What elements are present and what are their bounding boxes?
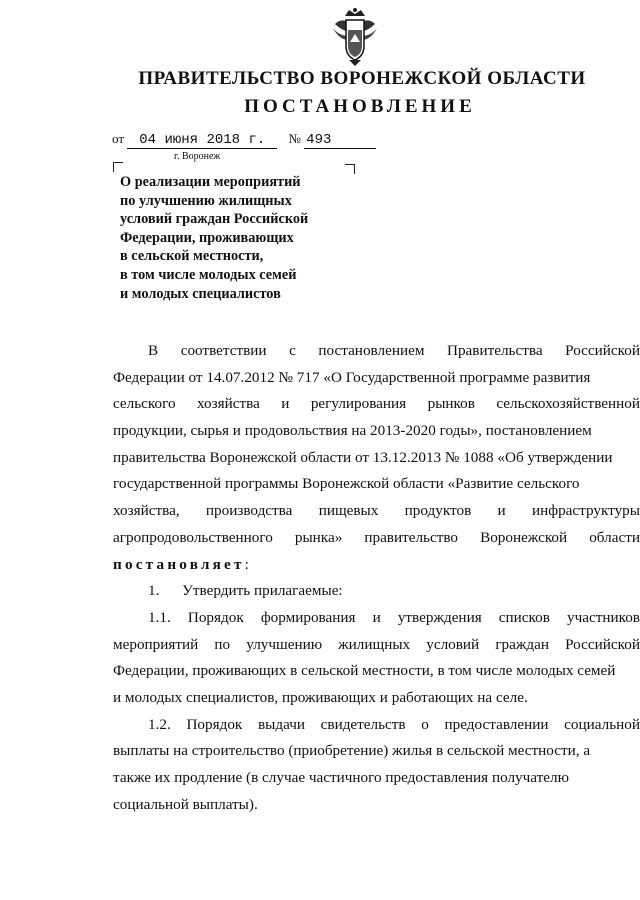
paragraph-line: правительства Воронежской области от 13.12.2013 № 1088 «Об утверждении bbox=[113, 448, 613, 466]
date-prefix: от bbox=[112, 131, 125, 146]
preamble-paragraph bbox=[113, 338, 640, 552]
resolves-line bbox=[113, 552, 640, 579]
word: рынка» bbox=[294, 528, 343, 546]
word: 1.2. bbox=[148, 715, 171, 733]
document-number: 493 bbox=[304, 132, 376, 149]
subject-line: в сельской местности, bbox=[120, 248, 264, 265]
subject-corner-right bbox=[345, 164, 355, 174]
word: социальной bbox=[564, 715, 640, 733]
subject-line: в том числе молодых семей bbox=[120, 266, 297, 283]
word: производства bbox=[205, 502, 293, 520]
word: инфраструктуры bbox=[531, 502, 640, 520]
word: Российской bbox=[565, 342, 640, 359]
subject-line: Федерации, проживающих bbox=[120, 229, 294, 246]
resolves-colon: : bbox=[244, 555, 249, 573]
word: пищевых bbox=[318, 502, 379, 520]
word: утверждения bbox=[397, 608, 482, 626]
word: по bbox=[214, 635, 231, 653]
word: Российской bbox=[565, 635, 640, 653]
word: соответствии bbox=[180, 342, 267, 359]
paragraph-line bbox=[113, 605, 640, 632]
word: свидетельств bbox=[320, 715, 406, 733]
document-body bbox=[113, 338, 640, 818]
paragraph-line bbox=[113, 498, 640, 525]
city-label: г. Воронеж bbox=[174, 151, 221, 162]
word: и bbox=[281, 395, 290, 413]
word: правительство bbox=[364, 528, 459, 546]
document-subject bbox=[120, 173, 308, 303]
organization-title: ПРАВИТЕЛЬСТВО ВОРОНЕЖСКОЙ ОБЛАСТИ bbox=[138, 68, 586, 89]
word: хозяйства bbox=[197, 395, 260, 413]
word: регулирования bbox=[310, 395, 407, 413]
document-date: 04 июня 2018 г. bbox=[127, 132, 277, 149]
word: области bbox=[589, 528, 640, 546]
paragraph-line bbox=[113, 632, 640, 659]
paragraph-line: Федерации от 14.07.2012 № 717 «О Государственной программе развития bbox=[113, 368, 591, 386]
date-number-line bbox=[112, 131, 376, 149]
word: агропродовольственного bbox=[113, 528, 273, 546]
item-1-2-paragraph bbox=[113, 712, 640, 819]
subject-corner-left bbox=[113, 162, 123, 172]
word: В bbox=[148, 342, 159, 359]
word: граждан bbox=[495, 635, 549, 653]
subject-line: условий граждан Российской bbox=[120, 211, 309, 228]
word: условий bbox=[426, 635, 480, 653]
item-1: 1. Утвердить прилагаемые: bbox=[148, 582, 343, 600]
paragraph-line: также их продление (в случае частичного предоставления получателю bbox=[113, 769, 569, 786]
paragraph-line: государственной программы Воронежской области «Развитие сельского bbox=[113, 475, 580, 493]
word: Правительства bbox=[447, 342, 543, 359]
paragraph-line: выплаты на строительство (приобретение) жилья в сельской местности, а bbox=[113, 742, 591, 760]
word: Порядок bbox=[187, 608, 244, 626]
paragraph-line bbox=[113, 391, 640, 418]
paragraph-line bbox=[113, 525, 640, 552]
paragraph-line: социальной выплаты). bbox=[113, 795, 258, 813]
word: жилищных bbox=[338, 635, 411, 653]
word: списков bbox=[498, 608, 550, 626]
document-type-title: ПОСТАНОВЛЕНИЕ bbox=[244, 96, 476, 117]
word: Воронежской bbox=[480, 528, 568, 546]
word: улучшению bbox=[246, 635, 323, 653]
word: с bbox=[289, 342, 296, 359]
word: мероприятий bbox=[113, 635, 199, 653]
word: участников bbox=[566, 608, 640, 626]
resolves-word: постановляет bbox=[113, 555, 245, 573]
word: 1.1. bbox=[148, 608, 171, 626]
item-1-1-paragraph bbox=[113, 605, 640, 712]
word: предоставлении bbox=[444, 715, 549, 733]
word: Порядок bbox=[186, 715, 243, 733]
word: сельскохозяйственной bbox=[496, 395, 640, 413]
word: формирования bbox=[260, 608, 356, 626]
number-prefix: № bbox=[288, 131, 301, 146]
paragraph-line bbox=[113, 338, 640, 365]
word: хозяйства, bbox=[113, 502, 180, 520]
paragraph-line: и молодых специалистов, проживающих и работающих на селе. bbox=[113, 688, 528, 706]
paragraph-line: Федерации, проживающих в сельской местности, в том числе молодых семей bbox=[113, 662, 616, 680]
word: и bbox=[372, 608, 381, 626]
coat-of-arms-icon bbox=[331, 6, 379, 68]
paragraph-line bbox=[113, 712, 640, 739]
paragraph-line: продукции, сырья и продовольствия на 2013-2020 годы», постановлением bbox=[113, 422, 592, 440]
subject-line: О реализации мероприятий bbox=[120, 174, 301, 190]
word: и bbox=[497, 502, 506, 520]
word: рынков bbox=[427, 395, 475, 413]
word: выдачи bbox=[257, 715, 305, 733]
subject-line: и молодых специалистов bbox=[120, 285, 281, 302]
subject-line: по улучшению жилищных bbox=[120, 192, 292, 209]
word: продуктов bbox=[404, 502, 472, 520]
word: о bbox=[421, 715, 429, 733]
word: постановлением bbox=[318, 342, 425, 359]
word: сельского bbox=[113, 395, 176, 413]
